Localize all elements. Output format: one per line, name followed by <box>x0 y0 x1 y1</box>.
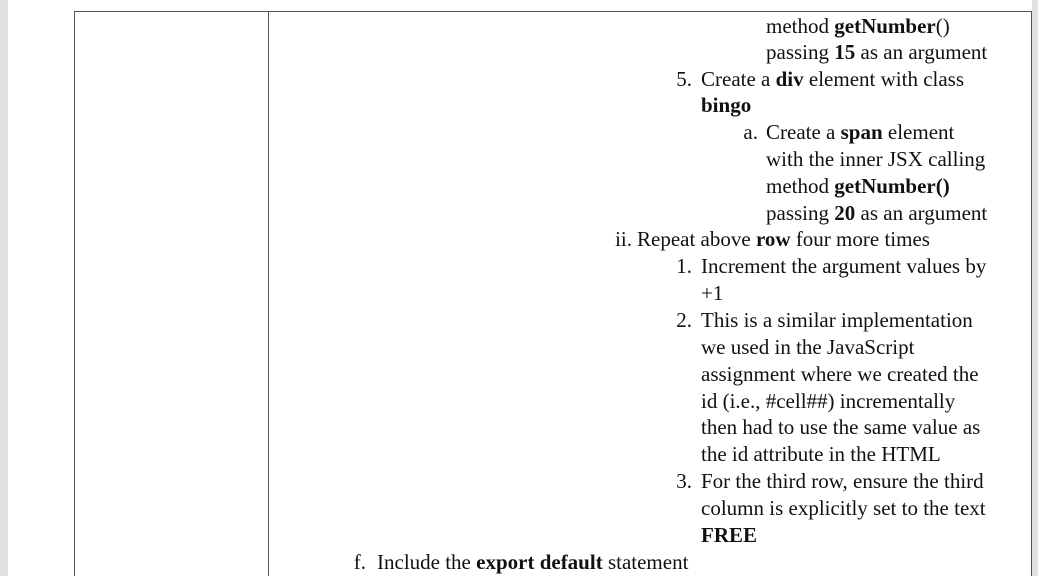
list-roman: ii. <box>615 227 632 251</box>
text-line: For the third row, ensure the third <box>701 469 984 493</box>
bold-run: span <box>840 120 883 144</box>
text-line <box>637 226 930 252</box>
text-run: () <box>935 14 950 38</box>
text-line <box>701 66 964 92</box>
text-run: method <box>766 174 835 198</box>
bold-run: row <box>755 227 791 251</box>
text-run: as an argument <box>855 40 988 64</box>
bold-run: div <box>775 67 804 91</box>
text-run: Include the <box>377 550 477 574</box>
text-run: passing <box>766 201 835 225</box>
text-line <box>766 119 954 145</box>
text-run: method <box>766 14 835 38</box>
text-run: element <box>882 120 955 144</box>
text-line: the id attribute in the HTML <box>701 442 941 466</box>
bold-run: getNumber <box>834 14 936 38</box>
text-run: element with class <box>803 67 965 91</box>
text-line: assignment where we created the <box>701 362 979 386</box>
text-line: id (i.e., #cell##) incrementally <box>701 389 956 413</box>
table-column-divider <box>268 11 269 576</box>
text-line: with the inner JSX calling <box>766 147 986 171</box>
bold-run: export default <box>476 550 603 574</box>
text-run: Create a <box>701 67 776 91</box>
list-letter: a. <box>743 120 758 144</box>
document-page <box>8 0 1032 576</box>
text-line <box>701 92 751 118</box>
text-run: Repeat above <box>637 227 756 251</box>
text-line <box>701 522 757 548</box>
text-line: then had to use the same value as <box>701 415 981 439</box>
bold-run: 15 <box>834 40 856 64</box>
list-number: 1. <box>676 254 692 278</box>
text-line <box>766 200 987 226</box>
text-line: column is explicitly set to the text <box>701 496 986 520</box>
bold-run: FREE <box>701 523 758 547</box>
bold-run: getNumber() <box>834 174 950 198</box>
bold-run: bingo <box>701 93 752 117</box>
text-line: we used in the JavaScript <box>701 335 915 359</box>
text-line <box>766 173 950 199</box>
list-number: 5. <box>676 67 692 91</box>
text-line: +1 <box>701 281 724 305</box>
text-line <box>766 39 987 65</box>
text-line <box>377 549 688 575</box>
text-line: Increment the argument values by <box>701 254 987 278</box>
text-run: passing <box>766 40 835 64</box>
text-run: Create a <box>766 120 841 144</box>
list-number: 2. <box>676 308 692 332</box>
text-run: as an argument <box>855 201 988 225</box>
bold-run: 20 <box>834 201 856 225</box>
text-line: This is a similar implementation <box>701 308 973 332</box>
list-letter: f. <box>353 550 366 574</box>
list-number: 3. <box>676 469 692 493</box>
text-line <box>766 13 950 39</box>
text-run: statement <box>602 550 689 574</box>
text-run: four more times <box>790 227 930 251</box>
